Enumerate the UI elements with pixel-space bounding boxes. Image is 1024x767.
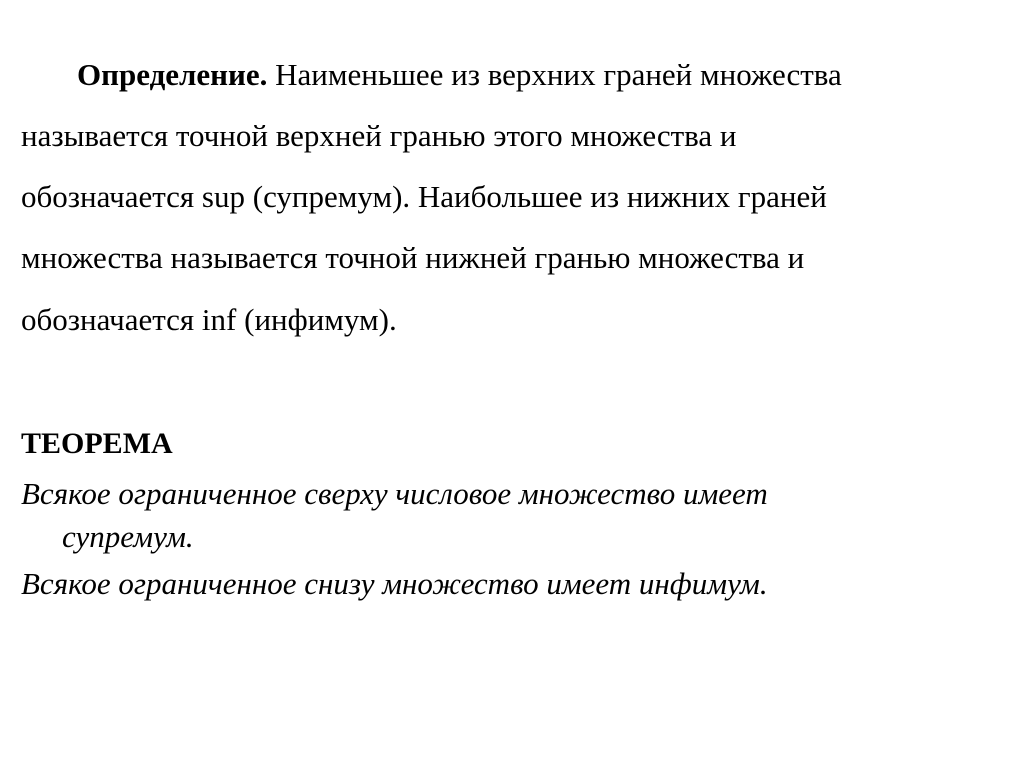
definition-line-2: называется точной верхней гранью этого множества и [21,118,737,153]
definition-text-1: Наименьшее из верхних граней множества [267,57,842,92]
definition-line-4: множества называется точной нижней гранью множества и [21,240,805,275]
theorem-line-2: супремум. [62,519,194,554]
definition-label: Определение. [77,57,268,92]
theorem-line-1: Всякое ограниченное сверху числовое множество имеет [21,476,768,511]
theorem-line-3: Всякое ограниченное снизу множество имеет инфимум. [21,566,768,601]
definition-line-3: обозначается sup (супремум). Наибольшее из нижних граней [21,179,827,214]
definition-line-5: обозначается inf (инфимум). [21,302,397,337]
definition-line-1 [77,57,842,93]
theorem-heading: ТЕОРЕМА [21,427,173,460]
